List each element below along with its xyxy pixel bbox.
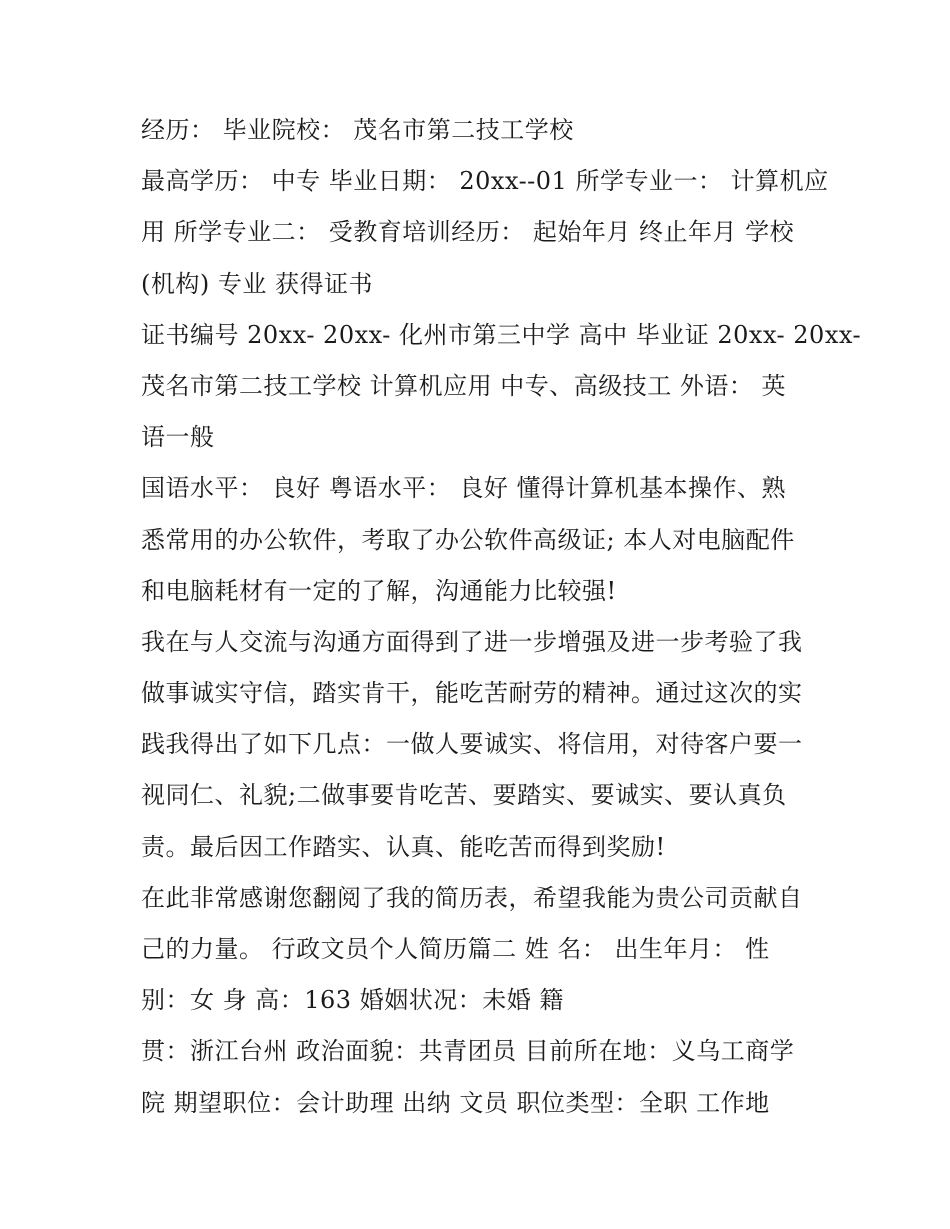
text-line: 经历： 毕业院校： 茂名市第二技工学校: [141, 116, 574, 144]
text-line: 践我得出了如下几点：一做人要诚实、将信用，对待客户要一: [141, 730, 803, 759]
text-line: 视同仁、礼貌;二做事要肯吃苦、要踏实、要诚实、要认真负: [141, 781, 787, 810]
text-line: 做事诚实守信，踏实肯干，能吃苦耐劳的精神。通过这次的实: [141, 679, 803, 708]
text-line: 茂名市第二技工学校 计算机应用 中专、高级技工 外语： 英: [141, 371, 787, 400]
text-line: 语一般: [141, 423, 215, 452]
text-line: 在此非常感谢您翻阅了我的简历表，希望我能为贵公司贡献自: [141, 883, 803, 912]
text-line: 最高学历： 中专 毕业日期： 20xx--01 所学专业一： 计算机应: [141, 167, 829, 196]
text-line: 我在与人交流与沟通方面得到了进一步增强及进一步考验了我: [141, 627, 803, 656]
text-line: 己的力量。 行政文员个人简历篇二 姓 名： 出生年月： 性: [141, 935, 770, 963]
document-body: [141, 105, 862, 1129]
text-line: 责。最后因工作踏实、认真、能吃苦而得到奖励!: [141, 832, 666, 861]
text-line: 别：女 身 高：163 婚姻状况：未婚 籍: [141, 986, 564, 1015]
text-line: 国语水平： 良好 粤语水平： 良好 懂得计算机基本操作、熟: [141, 474, 787, 503]
text-line: 悉常用的办公软件，考取了办公软件高级证; 本人对电脑配件: [141, 525, 795, 554]
text-line: 院 期望职位：会计助理 出纳 文员 职位类型：全职 工作地: [141, 1088, 770, 1117]
text-line: 用 所学专业二： 受教育培训经历： 起始年月 终止年月 学校: [141, 218, 795, 247]
text-line: (机构) 专业 获得证书: [141, 269, 373, 298]
text-line: 和电脑耗材有一定的了解，沟通能力比较强!: [141, 576, 617, 605]
text-line: 证书编号 20xx- 20xx- 化州市第三中学 高中 毕业证 20xx- 20xx-: [141, 320, 862, 349]
text-line: 贯：浙江台州 政治面貌：共青团员 目前所在地：义乌工商学: [141, 1037, 795, 1066]
